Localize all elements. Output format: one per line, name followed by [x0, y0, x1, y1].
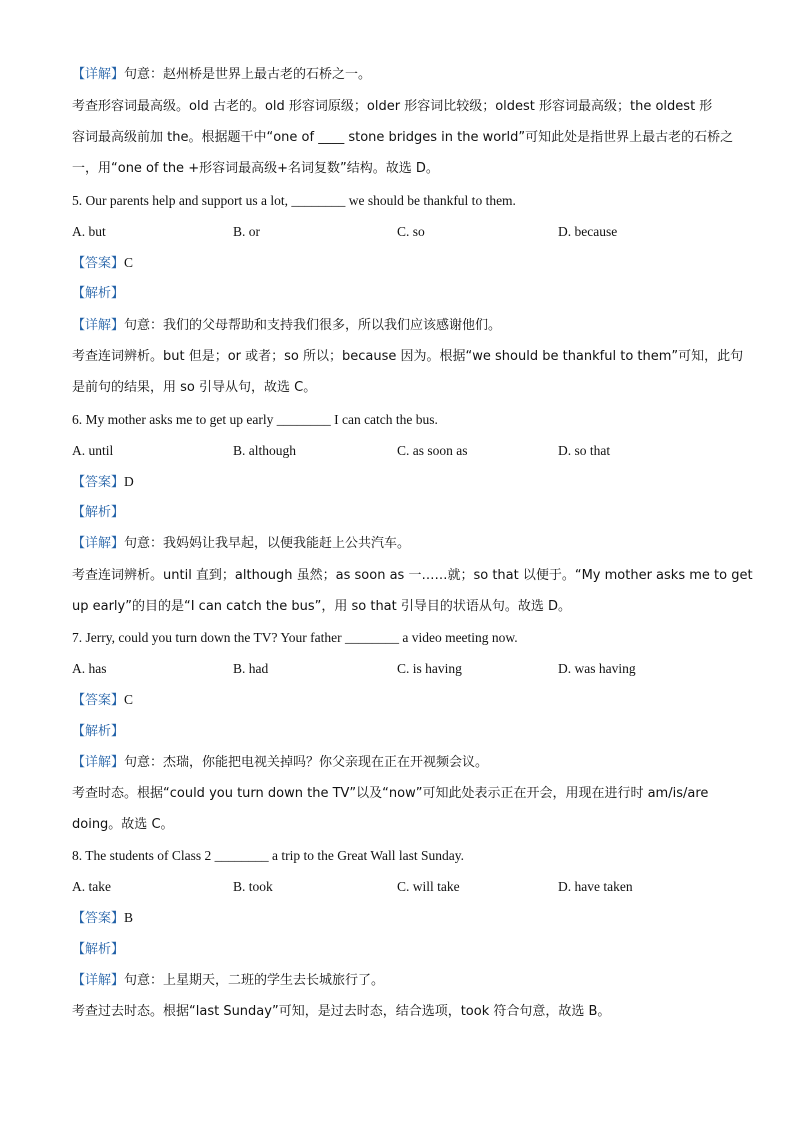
question-8: 8. The students of Class 2 ________ a trip to the Great Wall last Sunday.	[72, 848, 464, 863]
answer-line	[72, 909, 724, 928]
option-b: B. took	[233, 879, 273, 894]
option-d: D. so that	[558, 443, 611, 458]
analysis-line	[72, 285, 724, 303]
option-d: D. have taken	[558, 879, 633, 894]
option-a: A. but	[72, 224, 106, 239]
detail-tag: 【详解】	[72, 755, 125, 770]
detail-tag: 【详解】	[72, 67, 125, 82]
answer-line	[72, 473, 724, 492]
analysis-tag: 【解析】	[72, 724, 125, 739]
option-a: A. until	[72, 443, 114, 458]
analysis-tag: 【解析】	[72, 505, 125, 520]
explanation-line: 考查连词辨析。but 但是；or 或者；so 所以；because 因为。根据“we should be thankful to them”可知，此句	[72, 349, 744, 364]
answer-value: B	[124, 910, 134, 925]
answer-value: D	[124, 474, 134, 489]
detail-text: 句意：杰瑞，你能把电视关掉吗？你父亲现在正在开视频会议。	[124, 755, 489, 770]
option-b: B. although	[233, 443, 296, 458]
answer-line	[72, 691, 724, 710]
option-d: D. because	[558, 224, 618, 239]
option-a: A. has	[72, 661, 107, 676]
answer-value: C	[124, 255, 134, 270]
answer-tag: 【答案】	[72, 256, 125, 271]
detail-text: 句意：我妈妈让我早起，以便我能赶上公共汽车。	[124, 536, 411, 551]
detail-text: 句意：上星期天，二班的学生去长城旅行了。	[124, 973, 385, 988]
explanation-line: up early”的目的是“I can catch the bus”，用 so that 引导目的状语从句。故选 D。	[72, 599, 572, 614]
explanation-line: 考查过去时态。根据“last Sunday”可知，是过去时态，结合选项，took 符合句意，故选 B。	[72, 1004, 611, 1019]
options-8	[72, 878, 724, 896]
detail-tag: 【详解】	[72, 536, 125, 551]
option-b: B. had	[233, 661, 269, 676]
analysis-line	[72, 941, 724, 959]
analysis-line	[72, 504, 724, 522]
option-c: C. as soon as	[397, 443, 468, 458]
options-6	[72, 442, 724, 460]
explanation-line: 考查形容词最高级。old 古老的。old 形容词原级；older 形容词比较级；oldest 形容词最高级；the oldest 形	[72, 99, 713, 114]
answer-tag: 【答案】	[72, 911, 125, 926]
analysis-line	[72, 723, 724, 741]
option-a: A. take	[72, 879, 111, 894]
option-c: C. will take	[397, 879, 460, 894]
analysis-tag: 【解析】	[72, 942, 125, 957]
detail-line	[72, 972, 724, 990]
option-b: B. or	[233, 224, 260, 239]
detail-text: 句意：我们的父母帮助和支持我们很多，所以我们应该感谢他们。	[124, 318, 502, 333]
detail-line	[72, 535, 724, 553]
analysis-tag: 【解析】	[72, 286, 125, 301]
answer-line	[72, 254, 724, 273]
question-5: 5. Our parents help and support us a lot, ________ we should be thankful to them.	[72, 193, 516, 208]
answer-tag: 【答案】	[72, 693, 125, 708]
options-5	[72, 223, 724, 241]
detail-line	[72, 317, 724, 335]
detail-text: 句意：赵州桥是世界上最古老的石桥之一。	[124, 67, 372, 82]
detail-tag: 【详解】	[72, 318, 125, 333]
question-7: 7. Jerry, could you turn down the TV? Your father ________ a video meeting now.	[72, 630, 518, 645]
option-c: C. is having	[397, 661, 462, 676]
option-c: C. so	[397, 224, 425, 239]
options-7	[72, 660, 724, 678]
detail-line	[72, 66, 724, 84]
answer-tag: 【答案】	[72, 475, 125, 490]
explanation-line: 是前句的结果，用 so 引导从句，故选 C。	[72, 380, 317, 395]
detail-line	[72, 754, 724, 772]
explanation-line: 考查时态。根据“could you turn down the TV”以及“now”可知此处表示正在开会，用现在进行时 am/is/are	[72, 786, 709, 801]
explanation-line: doing。故选 C。	[72, 817, 174, 832]
question-6: 6. My mother asks me to get up early ________ I can catch the bus.	[72, 412, 438, 427]
explanation-line: 考查连词辨析。until 直到；although 虽然；as soon as 一……就；so that 以便于。“My mother asks me to get	[72, 568, 753, 583]
answer-value: C	[124, 692, 134, 707]
option-d: D. was having	[558, 661, 636, 676]
explanation-line: 一，用“one of the +形容词最高级+名词复数”结构。故选 D。	[72, 161, 439, 176]
detail-tag: 【详解】	[72, 973, 125, 988]
explanation-line: 容词最高级前加 the。根据题干中“one of ____ stone bridges in the world”可知此处是指世界上最古老的石桥之	[72, 130, 734, 145]
